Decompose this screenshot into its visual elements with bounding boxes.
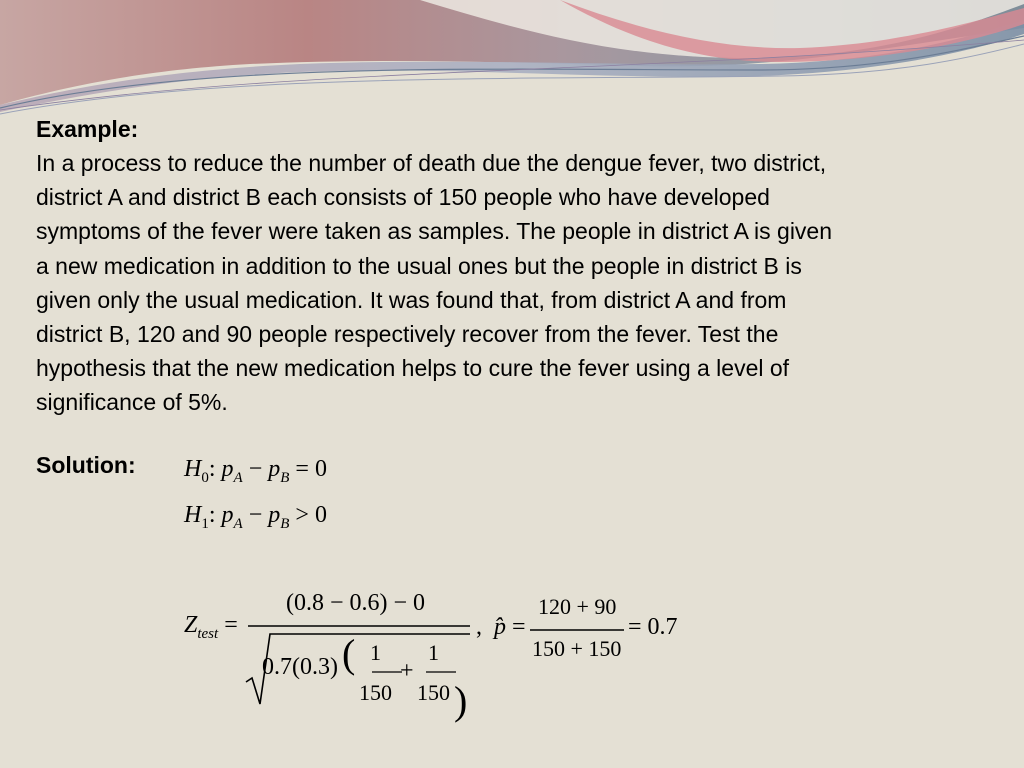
p-hat-result xyxy=(628,614,678,641)
operator: > xyxy=(295,502,309,528)
fraction-two-denominator: 150 xyxy=(417,680,450,705)
p-hat-value: 0.7 xyxy=(647,614,678,640)
operator: = xyxy=(295,456,309,482)
z-denominator-left: 0.7(0.3) xyxy=(262,654,338,680)
paragraph-line: In a process to reduce the number of death due the dengue fever, two district, xyxy=(36,150,827,176)
p-hat-symbol: p̂ xyxy=(494,614,506,640)
right-paren: ) xyxy=(454,678,468,723)
p-symbol: p xyxy=(268,502,281,528)
rhs-value: 0 xyxy=(314,456,327,482)
p-subscript: A xyxy=(233,470,243,486)
paragraph-line: symptoms of the fever were taken as samples. The people in district A is given xyxy=(36,218,833,245)
p-symbol: p xyxy=(268,456,281,482)
z-subscript: test xyxy=(197,626,219,642)
left-paren: ( xyxy=(342,631,356,676)
minus-sign: − xyxy=(248,502,263,528)
z-numerator: (0.8 − 0.6) − 0 xyxy=(286,590,426,616)
comma: , xyxy=(476,614,482,640)
paragraph-line: significance of 5%. xyxy=(36,389,228,416)
fraction-two-numerator: 1 xyxy=(428,640,439,665)
plus-sign: + xyxy=(400,658,414,684)
slide-body xyxy=(36,112,996,420)
p-symbol: p xyxy=(221,456,234,482)
p-subscript: A xyxy=(233,516,243,532)
p-subscript: B xyxy=(280,516,290,532)
solution-label: Solution: xyxy=(36,452,136,478)
colon: : xyxy=(208,456,216,482)
equals-sign: = xyxy=(628,614,642,640)
colon: : xyxy=(208,502,216,528)
paragraph-line: a new medication in addition to the usual ones but the people in district B is xyxy=(36,252,802,279)
equals-sign: = xyxy=(224,612,238,638)
p-hat-denominator: 150 + 150 xyxy=(532,636,622,661)
p-hat-numerator: 120 + 90 xyxy=(538,594,617,619)
h-subscript: 1 xyxy=(201,516,209,532)
minus-sign: − xyxy=(248,456,263,482)
paragraph-line: district A and district B each consists of 150 people who have developed xyxy=(36,184,770,211)
z-test-lhs xyxy=(184,612,238,642)
h-symbol: H xyxy=(184,502,202,528)
example-heading: Example: xyxy=(36,116,139,142)
problem-paragraph xyxy=(36,146,996,420)
paragraph-line: hypothesis that the new medication helps to cure the fever using a level of xyxy=(36,355,790,382)
h-subscript: 0 xyxy=(201,470,209,486)
fraction-one-denominator: 150 xyxy=(359,680,392,705)
h-symbol: H xyxy=(184,456,202,482)
paragraph-line: district B, 120 and 90 people respectively recover from the fever. Test the xyxy=(36,321,779,348)
p-hat-lhs xyxy=(494,614,526,641)
decorative-wave-banner xyxy=(0,0,1024,120)
alternative-hypothesis xyxy=(184,502,327,532)
rhs-value: 0 xyxy=(314,502,327,528)
p-symbol: p xyxy=(221,502,234,528)
paragraph-line: given only the usual medication. It was found that, from district A and from xyxy=(36,286,787,313)
null-hypothesis xyxy=(184,456,327,486)
equals-sign: = xyxy=(512,614,526,640)
p-hat-fraction-bar xyxy=(530,628,624,632)
p-subscript: B xyxy=(280,470,290,486)
fraction-one-numerator: 1 xyxy=(370,640,381,665)
z-symbol: Z xyxy=(184,612,198,638)
